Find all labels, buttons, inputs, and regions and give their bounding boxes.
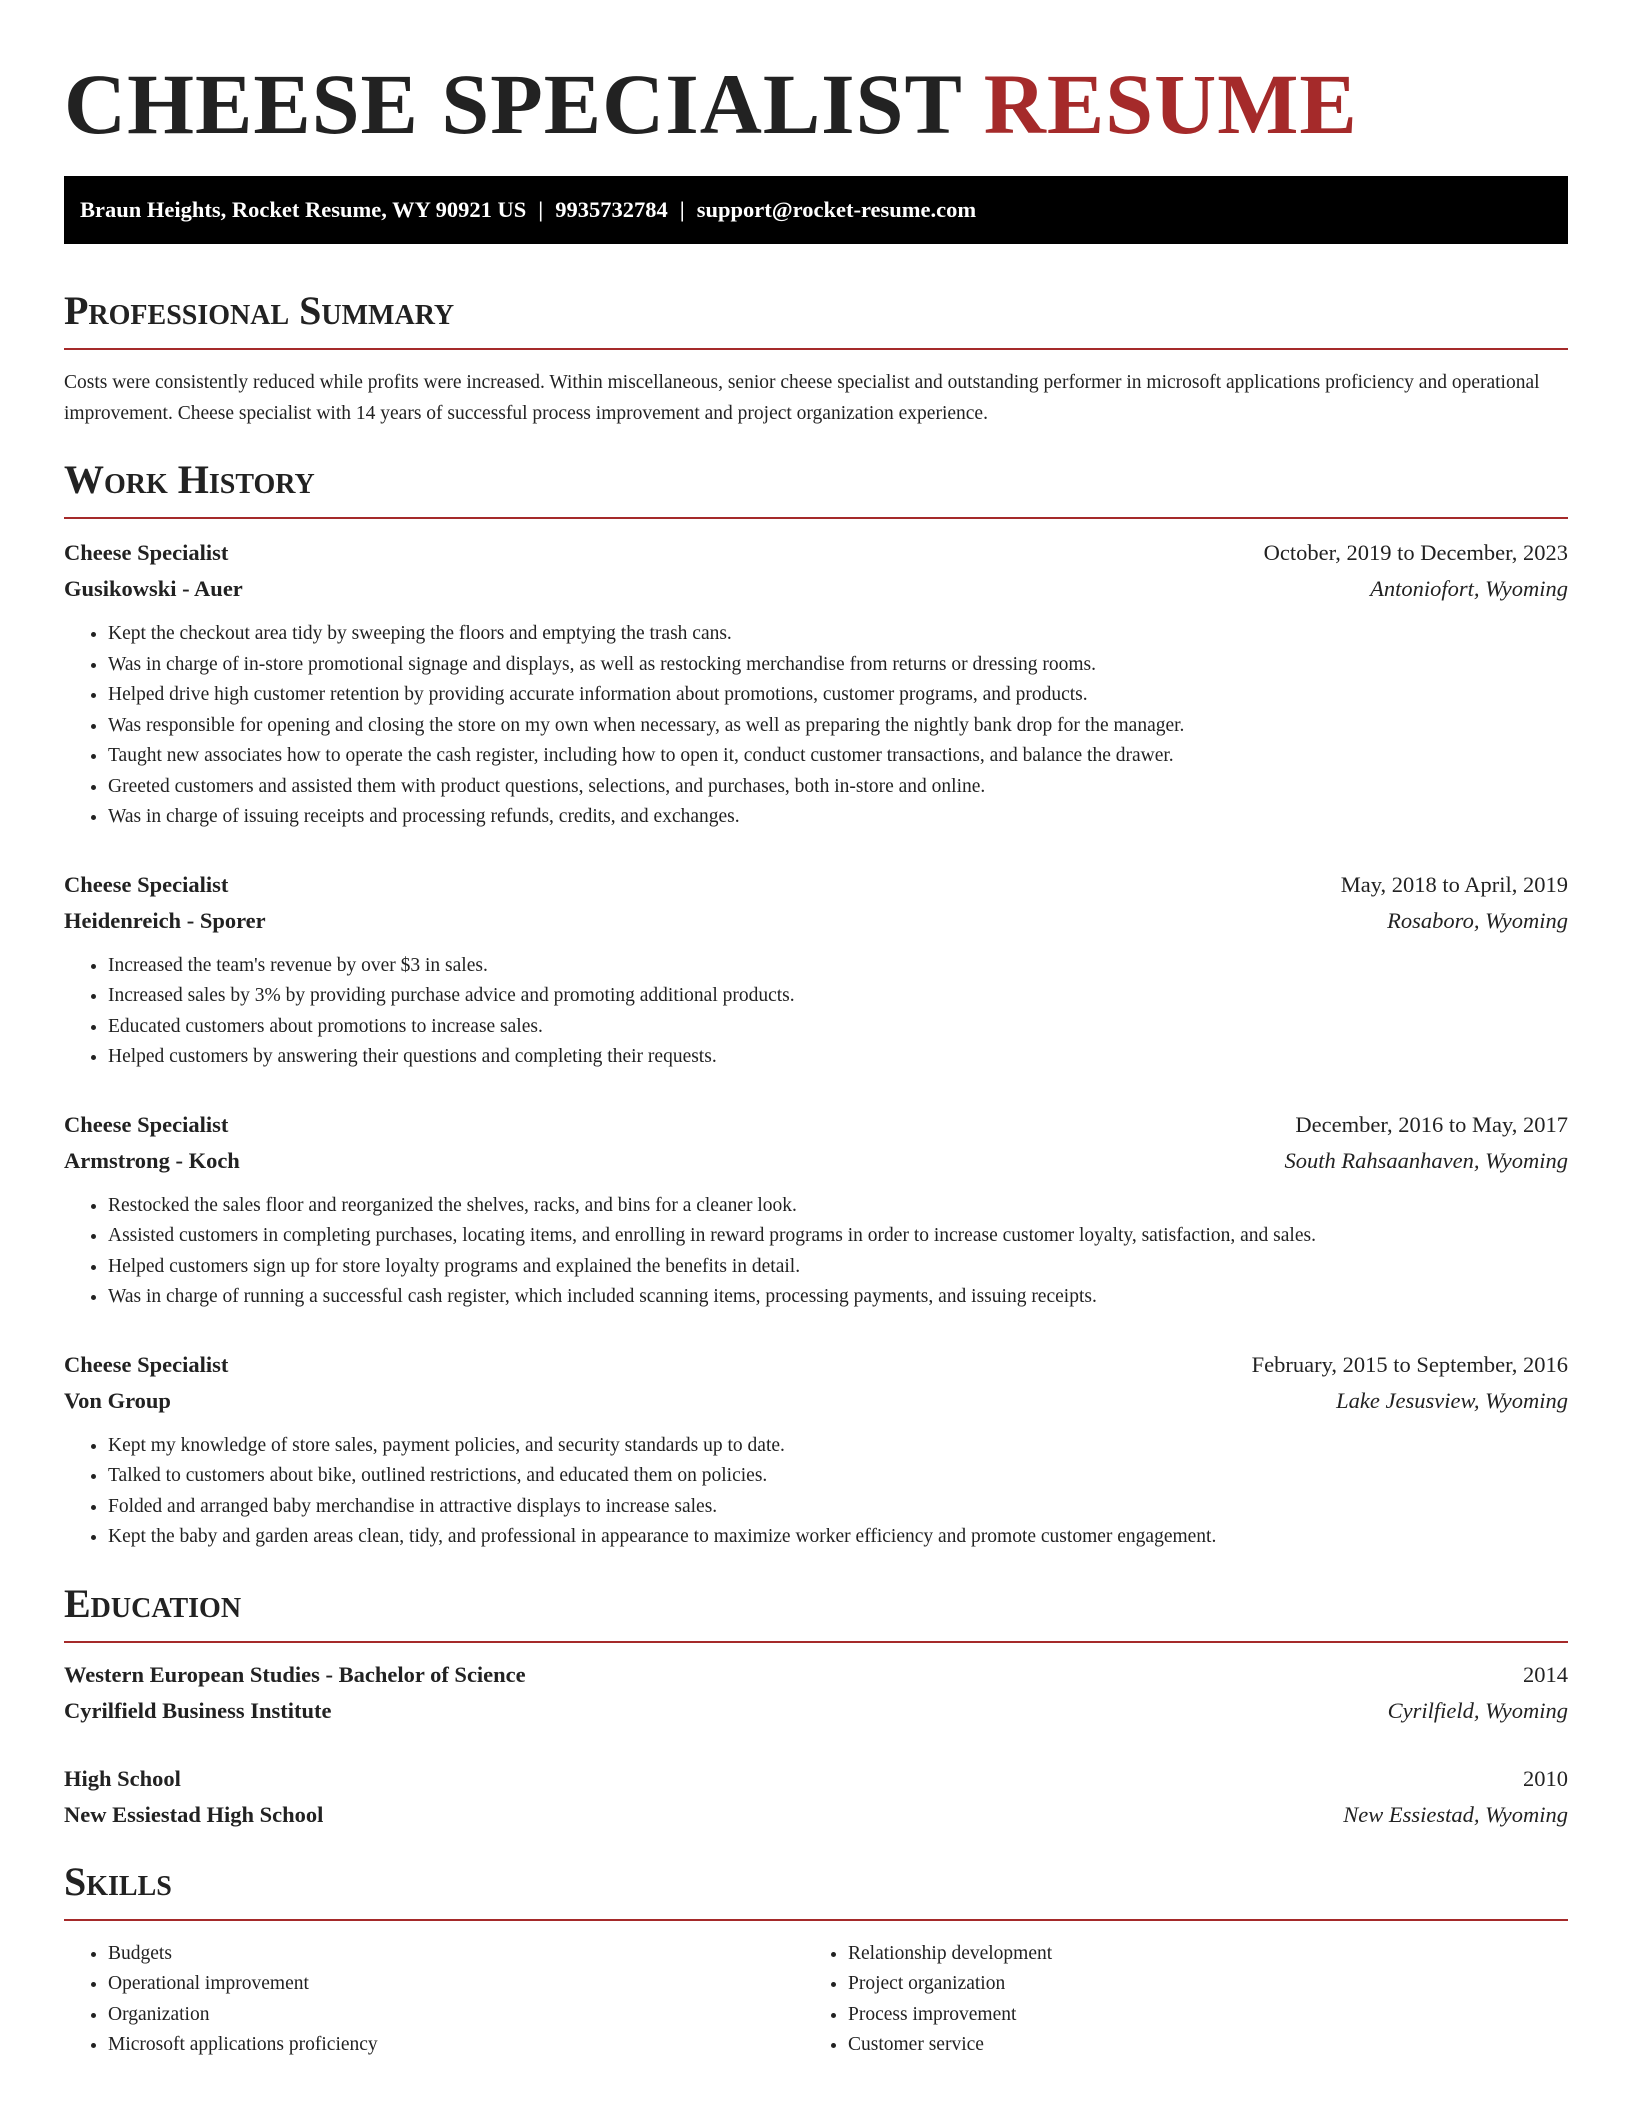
job-dates: May, 2018 to April, 2019	[1340, 871, 1568, 897]
job-company-row	[64, 1143, 1568, 1179]
job-entry	[64, 535, 1568, 833]
section-divider	[64, 517, 1568, 519]
job-location: Antoniofort, Wyoming	[1370, 576, 1568, 601]
resume-title-main: CHEESE SPECIALIST	[64, 56, 962, 152]
job-location: South Rahsaanhaven, Wyoming	[1284, 1147, 1568, 1173]
contact-phone: 9935732784	[555, 197, 668, 222]
job-company: Von Group	[64, 1387, 171, 1413]
education-year: 2010	[1523, 1765, 1568, 1791]
education-degree-row	[64, 1657, 1568, 1693]
job-bullet: • Assisted customers in completing purchases, locating items, and enrolling in reward programs in order to increase customer loyalty, satisfaction, and sales.	[108, 1221, 1568, 1252]
job-dates: February, 2015 to September, 2016	[1251, 1351, 1568, 1377]
contact-separator: |	[679, 197, 685, 222]
job-company-row	[64, 1383, 1568, 1419]
contact-address: Braun Heights, Rocket Resume, WY 90921 US	[80, 197, 527, 222]
job-bullet: • Was in charge of running a successful cash register, which included scanning items, processing payments, and issuing receipts.	[108, 1282, 1568, 1313]
job-location: Lake Jesusview, Wyoming	[1336, 1387, 1568, 1413]
skills-list	[804, 1939, 1568, 2061]
job-bullet: • Increased sales by 3% by providing purchase advice and promoting additional products.	[108, 981, 1568, 1012]
job-bullet: • Was responsible for opening and closing the store on my own when necessary, as well as preparing the nightly bank drop for the manager.	[108, 711, 1568, 742]
job-bullet: • Increased the team's revenue by over $3 in sales.	[108, 951, 1568, 982]
section-heading-skills: Skills	[64, 1858, 172, 1904]
job-company: Armstrong - Koch	[64, 1147, 240, 1173]
education-entry	[64, 1657, 1568, 1729]
skills-list	[64, 1939, 804, 2061]
job-location: Rosaboro, Wyoming	[1387, 907, 1568, 933]
education-section	[64, 1581, 1568, 1833]
contact-separator: |	[538, 197, 544, 222]
summary-text: Costs were consistently reduced while profits were increased. Within miscellaneous, senior cheese specialist and outstanding performer in microsoft applications proficiency and operational improvement. Cheese specialist with 14 years of successful process improvement and project organization experience.	[64, 372, 1540, 424]
skills-grid	[64, 1939, 1568, 2061]
job-bullet: • Helped customers sign up for store loyalty programs and explained the benefits in detail.	[108, 1252, 1568, 1283]
education-school: New Essiestad High School	[64, 1801, 324, 1827]
education-degree: Western European Studies - Bachelor of Science	[64, 1661, 526, 1687]
resume-page	[64, 0, 1568, 2061]
job-bullet: • Helped customers by answering their questions and completing their requests.	[108, 1042, 1568, 1073]
education-location: Cyrilfield, Wyoming	[1387, 1697, 1568, 1723]
job-header-row	[64, 535, 1568, 571]
education-entry	[64, 1761, 1568, 1833]
job-bullet: • Talked to customers about bike, outlined restrictions, and educated them on policies.	[108, 1461, 1568, 1492]
job-title: Cheese Specialist	[64, 1111, 229, 1137]
contact-email: support@rocket-resume.com	[696, 197, 977, 222]
job-company-row	[64, 903, 1568, 939]
section-divider	[64, 1919, 1568, 1921]
job-dates: December, 2016 to May, 2017	[1295, 1111, 1568, 1137]
skill-item: • Process improvement	[848, 2000, 1568, 2031]
job-bullet: • Taught new associates how to operate the cash register, including how to open it, conduct customer transactions, and balance the drawer.	[108, 741, 1568, 772]
education-school: Cyrilfield Business Institute	[64, 1697, 332, 1723]
education-year: 2014	[1523, 1661, 1568, 1687]
job-entry	[64, 1107, 1568, 1313]
job-company-row	[64, 571, 1568, 607]
education-degree-row	[64, 1761, 1568, 1797]
job-bullet: • Kept my knowledge of store sales, payment policies, and security standards up to date.	[108, 1431, 1568, 1462]
job-header-row	[64, 867, 1568, 903]
job-title: Cheese Specialist	[64, 1351, 229, 1377]
education-school-row	[64, 1797, 1568, 1833]
job-bullet-list	[64, 1431, 1568, 1553]
job-entry	[64, 867, 1568, 1073]
skills-column	[804, 1939, 1568, 2061]
job-bullet-list	[64, 619, 1568, 833]
skill-item: • Relationship development	[848, 1939, 1568, 1970]
education-school-row	[64, 1693, 1568, 1729]
job-bullet: • Was in charge of issuing receipts and processing refunds, credits, and exchanges.	[108, 802, 1568, 833]
job-bullet: • Restocked the sales floor and reorganized the shelves, racks, and bins for a cleaner look.	[108, 1191, 1568, 1222]
education-degree: High School	[64, 1765, 181, 1791]
section-heading-work-history: Work History	[64, 457, 315, 502]
resume-title-accent: RESUME	[983, 56, 1358, 152]
job-header-row	[64, 1107, 1568, 1143]
skill-item: • Organization	[108, 2000, 804, 2031]
skills-section	[64, 1859, 1568, 2061]
education-location: New Essiestad, Wyoming	[1343, 1801, 1568, 1827]
contact-bar	[64, 176, 1568, 244]
job-entry	[64, 1347, 1568, 1553]
job-title: Cheese Specialist	[64, 871, 229, 897]
job-bullet: • Folded and arranged baby merchandise in attractive displays to increase sales.	[108, 1492, 1568, 1523]
summary-section	[64, 288, 1568, 429]
skill-item: • Microsoft applications proficiency	[108, 2030, 804, 2061]
job-bullet: • Helped drive high customer retention by providing accurate information about promotions, customer programs, and products.	[108, 680, 1568, 711]
job-title: Cheese Specialist	[64, 540, 229, 565]
job-dates: October, 2019 to December, 2023	[1263, 540, 1568, 565]
section-divider	[64, 1641, 1568, 1643]
resume-title	[64, 0, 1568, 152]
job-bullet: • Was in charge of in-store promotional signage and displays, as well as restocking merchandise from returns or dressing rooms.	[108, 650, 1568, 681]
section-divider	[64, 348, 1568, 350]
job-bullet: • Educated customers about promotions to increase sales.	[108, 1012, 1568, 1043]
skill-item: • Budgets	[108, 1939, 804, 1970]
skill-item: • Customer service	[848, 2030, 1568, 2061]
job-bullet-list	[64, 1191, 1568, 1313]
job-company: Gusikowski - Auer	[64, 576, 243, 601]
job-bullet: • Kept the baby and garden areas clean, tidy, and professional in appearance to maximize worker efficiency and promote customer engagement.	[108, 1522, 1568, 1553]
section-heading-summary: Professional Summary	[64, 288, 455, 333]
job-bullet-list	[64, 951, 1568, 1073]
work-history-section	[64, 457, 1568, 1553]
skill-item: • Operational improvement	[108, 1969, 804, 2000]
section-heading-education: Education	[64, 1580, 242, 1626]
job-company: Heidenreich - Sporer	[64, 907, 266, 933]
job-bullet: • Kept the checkout area tidy by sweeping the floors and emptying the trash cans.	[108, 619, 1568, 650]
skills-column	[64, 1939, 804, 2061]
job-header-row	[64, 1347, 1568, 1383]
skill-item: • Project organization	[848, 1969, 1568, 2000]
job-bullet: • Greeted customers and assisted them with product questions, selections, and purchases, both in-store and online.	[108, 772, 1568, 803]
